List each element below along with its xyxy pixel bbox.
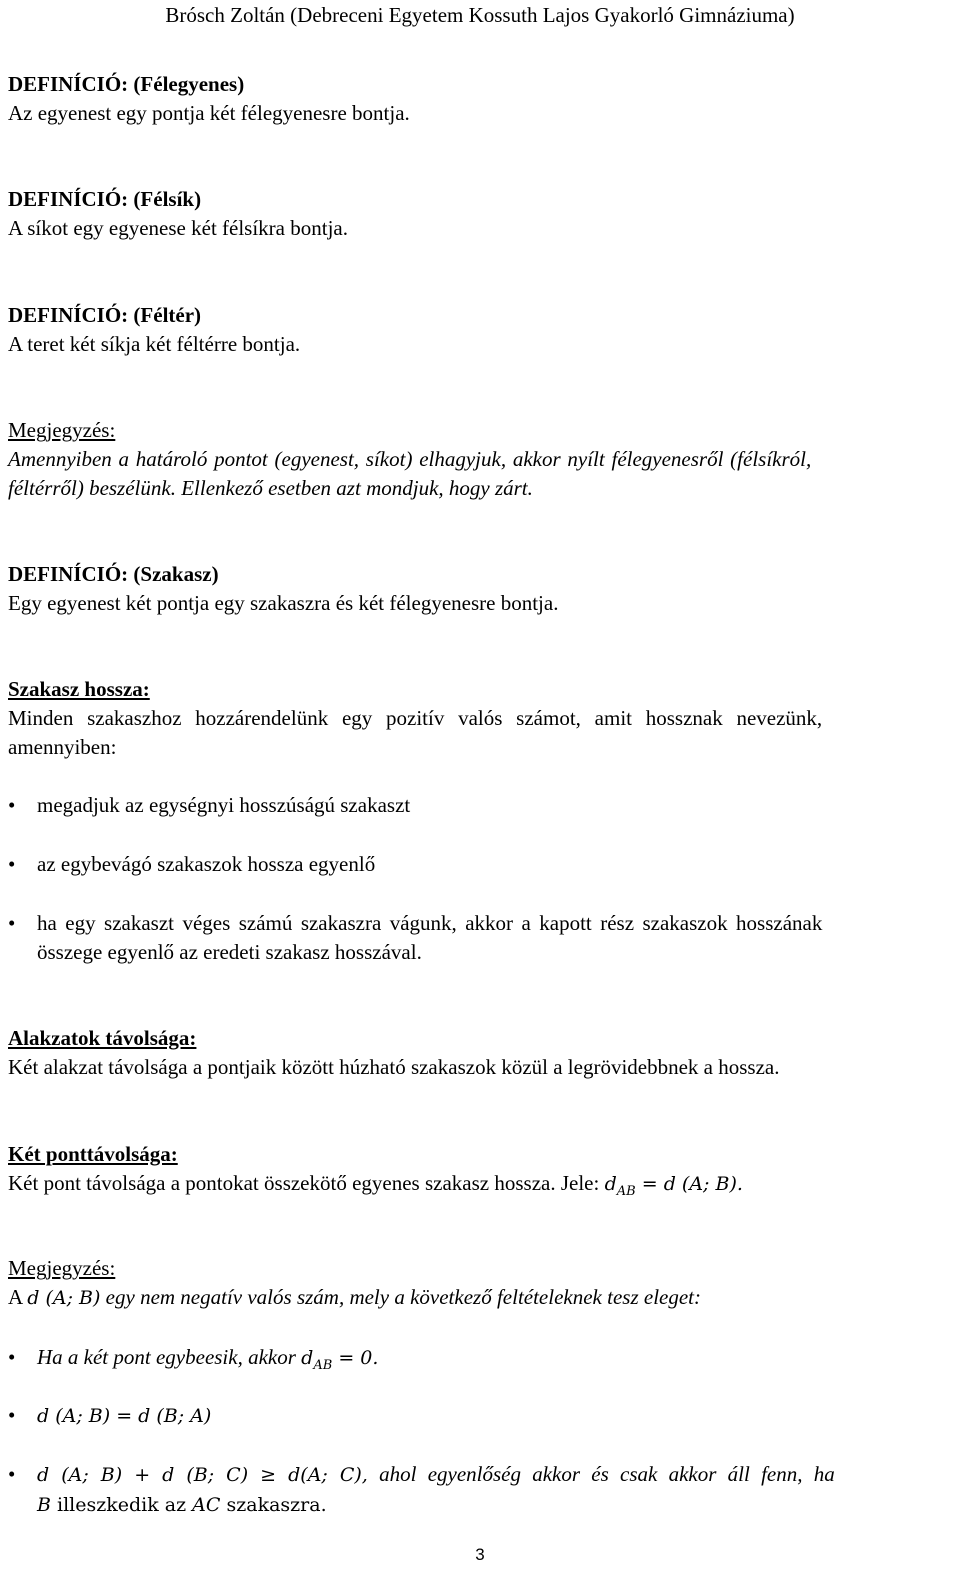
note-title: Megjegyzés:	[8, 1256, 116, 1280]
list-item	[8, 909, 950, 967]
formula-rest: = 0.	[332, 1347, 379, 1369]
formula-ac: AC	[192, 1494, 221, 1516]
list-item	[8, 1401, 950, 1431]
list-item-text-line2: összege egyenlő az eredeti szakasz hosszával.	[37, 940, 422, 964]
list-item-text: az egybevágó szakaszok hossza egyenlő	[37, 852, 376, 876]
note-text-line1: Amennyiben a határoló pontot (egyenest, síkot) elhagyjuk, akkor nyílt félegyenesről (félsíkról,	[8, 447, 812, 471]
note-title: Megjegyzés:	[8, 418, 116, 442]
formula-triangle: d (A; B) + d (B; C) ≥ d(A; C),	[37, 1464, 368, 1486]
note-intro	[8, 1283, 950, 1313]
section-text	[8, 1169, 950, 1206]
list-item-text-body: illeszkedik az	[50, 1494, 193, 1516]
page-number: 3	[475, 1545, 485, 1564]
list-item-text-body: ahol egyenlőség akkor és csak akkor áll fenn, ha	[367, 1462, 835, 1486]
list-item-text	[37, 1460, 950, 1520]
definition-text: Egy egyenest két pontja egy szakaszra és két félegyenesre bontja.	[8, 591, 559, 615]
list-item-text: megadjuk az egységnyi hosszúságú szakaszt	[37, 793, 411, 817]
note-intro-b: egy nem negatív valós szám, mely a következő feltételeknek tesz eleget:	[100, 1285, 701, 1309]
list-item	[8, 850, 950, 879]
list-item-text	[37, 1343, 950, 1380]
definition-title: DEFINÍCIÓ: (Félegyenes)	[8, 72, 245, 96]
section-text-line1: Minden szakaszhoz hozzárendelünk egy pozitív valós számot, amit hossznak nevezünk,	[8, 706, 823, 730]
point-distance-section	[8, 1140, 950, 1206]
definition-text: A síkot egy egyenese két félsíkra bontja.	[8, 216, 348, 240]
list-item-text-line1: ha egy szakaszt véges számú szakaszra vágunk, akkor a kapott rész szakaszok hosszának	[37, 911, 823, 935]
section-title: Két ponttávolsága:	[8, 1142, 178, 1166]
page-header: Brósch Zoltán (Debreceni Egyetem Kossuth Lajos Gyakorló Gimnáziuma)	[165, 3, 795, 27]
list-item-text	[37, 1401, 950, 1431]
definition-text: A teret két síkja két féltérre bontja.	[8, 332, 301, 356]
note-distance-properties	[8, 1254, 950, 1313]
section-text: Két alakzat távolsága a pontjaik között húzható szakaszok közül a legrövidebbnek a hossza.	[8, 1055, 780, 1079]
bullet-icon: •	[8, 1345, 16, 1369]
definition-title: DEFINÍCIÓ: (Féltér)	[8, 303, 202, 327]
definition-title: DEFINÍCIÓ: (Félsík)	[8, 187, 202, 211]
formula-subscript: AB	[313, 1358, 333, 1374]
formula-b: B	[37, 1494, 51, 1516]
formula-rest: = d (A; B).	[635, 1173, 743, 1195]
note-open-closed	[8, 416, 950, 503]
list-item-text-line2	[37, 1490, 950, 1520]
formula-d: d	[301, 1347, 314, 1369]
note-intro-math: d (A; B)	[27, 1287, 101, 1309]
formula-symmetry: d (A; B) = d (B; A)	[37, 1405, 212, 1427]
formula-subscript: AB	[616, 1184, 636, 1200]
list-item	[8, 1460, 950, 1520]
bullet-icon: •	[8, 852, 16, 876]
segment-length-section	[8, 675, 950, 762]
list-item-text-line1	[37, 1460, 950, 1490]
section-title: Szakasz hossza:	[8, 677, 150, 701]
shape-distance-section	[8, 1024, 950, 1082]
list-item	[8, 791, 950, 820]
definition-felsik	[8, 185, 950, 243]
note-intro-a: A	[8, 1285, 28, 1309]
bullet-icon: •	[8, 1403, 16, 1427]
bullet-icon: •	[8, 911, 16, 935]
section-title: Alakzatok távolsága:	[8, 1026, 197, 1050]
list-item-text-body: Ha a két pont egybeesik, akkor	[37, 1345, 302, 1369]
note-text-line2: féltérről) beszélünk. Ellenkező esetben azt mondjuk, hogy zárt.	[8, 476, 533, 500]
definition-text: Az egyenest egy pontja két félegyenesre bontja.	[8, 101, 410, 125]
list-item	[8, 1343, 950, 1380]
definition-szakasz	[8, 560, 950, 618]
section-text-line2: amennyiben:	[8, 735, 117, 759]
definition-felegyenes	[8, 70, 950, 128]
definition-title: DEFINÍCIÓ: (Szakasz)	[8, 562, 219, 586]
bullet-icon: •	[8, 1462, 16, 1486]
definition-felter	[8, 301, 950, 359]
list-item-text-end: szakaszra.	[220, 1494, 327, 1516]
list-item-text	[37, 909, 950, 967]
bullet-icon: •	[8, 793, 16, 817]
formula-d: d	[604, 1173, 617, 1195]
section-text-body: Két pont távolsága a pontokat összekötő egyenes szakasz hossza. Jele:	[8, 1171, 605, 1195]
